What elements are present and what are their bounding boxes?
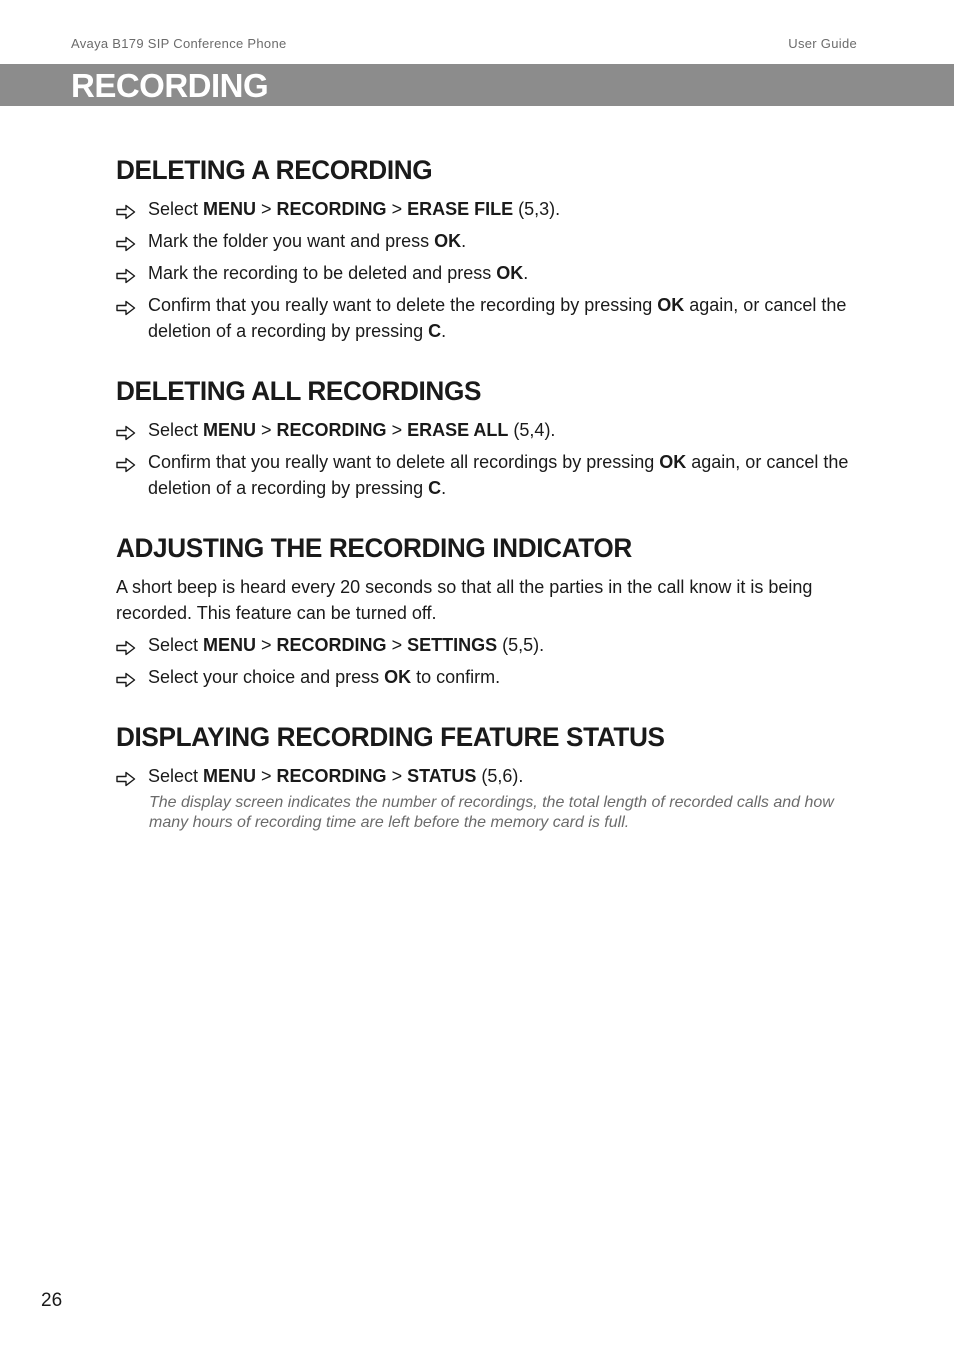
step-text: to confirm.: [411, 667, 501, 687]
instruction-step: [116, 292, 856, 344]
step-text: Mark the folder you want and press: [148, 231, 435, 251]
step-text: Select: [148, 635, 204, 655]
step-text: >: [386, 766, 408, 786]
document-title: Avaya B179 SIP Conference Phone: [71, 36, 287, 51]
key-label: ERASE FILE: [407, 199, 514, 219]
step-text: Confirm that you really want to delete the recording by pressing: [148, 295, 658, 315]
section-title: DELETING A RECORDING: [116, 155, 433, 185]
section-title: DELETING ALL RECORDINGS: [116, 376, 482, 406]
key-label: C: [428, 321, 442, 341]
step-text: .: [441, 321, 447, 341]
step-text: .: [523, 263, 529, 283]
key-label: MENU: [203, 420, 257, 440]
step-text: again, or cancel the deletion of a recording by pressing: [148, 295, 847, 341]
instruction-step: [116, 664, 856, 690]
step-text: .: [441, 478, 447, 498]
step-text: >: [386, 199, 408, 219]
key-label: MENU: [203, 635, 257, 655]
section-title: ADJUSTING THE RECORDING INDICATOR: [116, 533, 632, 563]
step-text: (5,4).: [508, 420, 556, 440]
instruction-step: [116, 417, 856, 443]
step-text: Select: [148, 420, 204, 440]
section: [116, 717, 856, 833]
step-text: >: [386, 635, 408, 655]
step-text: Confirm that you really want to delete all recordings by pressing: [148, 452, 660, 472]
key-label: OK: [657, 295, 685, 315]
key-label: RECORDING: [276, 199, 387, 219]
instruction-step: [116, 228, 856, 254]
key-label: OK: [659, 452, 687, 472]
step-text: (5,6).: [476, 766, 524, 786]
arrow-right-icon: [116, 297, 136, 313]
step-text: >: [386, 420, 408, 440]
section-paragraph: A short beep is heard every 20 seconds so that all the parties in the call know it is being recorded. This feature can be turned off.: [116, 577, 813, 623]
arrow-right-icon: [116, 201, 136, 217]
instruction-step: [116, 449, 856, 501]
step-text: (5,3).: [513, 199, 561, 219]
key-label: SETTINGS: [407, 635, 498, 655]
key-label: OK: [496, 263, 524, 283]
section-title: DISPLAYING RECORDING FEATURE STATUS: [116, 722, 665, 752]
step-text: >: [256, 420, 277, 440]
section: [116, 371, 856, 501]
step-text: (5,5).: [497, 635, 545, 655]
section-note: The display screen indicates the number of recordings, the total length of recorded calls and how many hours of recording time are left before the memory card is full.: [149, 794, 834, 831]
section: [116, 150, 856, 344]
key-label: MENU: [203, 766, 257, 786]
arrow-right-icon: [116, 454, 136, 470]
instruction-step: [116, 763, 856, 789]
chapter-title: RECORDING: [71, 67, 269, 104]
arrow-right-icon: [116, 637, 136, 653]
arrow-right-icon: [116, 233, 136, 249]
chapter-band: [0, 64, 954, 106]
key-label: MENU: [203, 199, 257, 219]
section: [116, 528, 856, 690]
arrow-right-icon: [116, 265, 136, 281]
arrow-right-icon: [116, 422, 136, 438]
key-label: RECORDING: [276, 420, 387, 440]
key-label: RECORDING: [276, 766, 387, 786]
key-label: C: [428, 478, 442, 498]
step-text: >: [256, 635, 277, 655]
step-text: Select: [148, 199, 204, 219]
step-text: .: [461, 231, 467, 251]
arrow-right-icon: [116, 669, 136, 685]
instruction-step: [116, 260, 856, 286]
step-text: Select: [148, 766, 204, 786]
step-text: Mark the recording to be deleted and press: [148, 263, 497, 283]
main-content: [116, 150, 856, 860]
key-label: RECORDING: [276, 635, 387, 655]
step-text: >: [256, 199, 277, 219]
key-label: OK: [384, 667, 412, 687]
key-label: OK: [434, 231, 462, 251]
step-text: >: [256, 766, 277, 786]
instruction-step: [116, 196, 856, 222]
document-type: User Guide: [788, 36, 857, 51]
step-text: Select your choice and press: [148, 667, 385, 687]
instruction-step: [116, 632, 856, 658]
arrow-right-icon: [116, 768, 136, 784]
key-label: STATUS: [407, 766, 477, 786]
step-text: again, or cancel the deletion of a recording by pressing: [148, 452, 849, 498]
page-number: 26: [41, 1290, 63, 1311]
key-label: ERASE ALL: [407, 420, 509, 440]
